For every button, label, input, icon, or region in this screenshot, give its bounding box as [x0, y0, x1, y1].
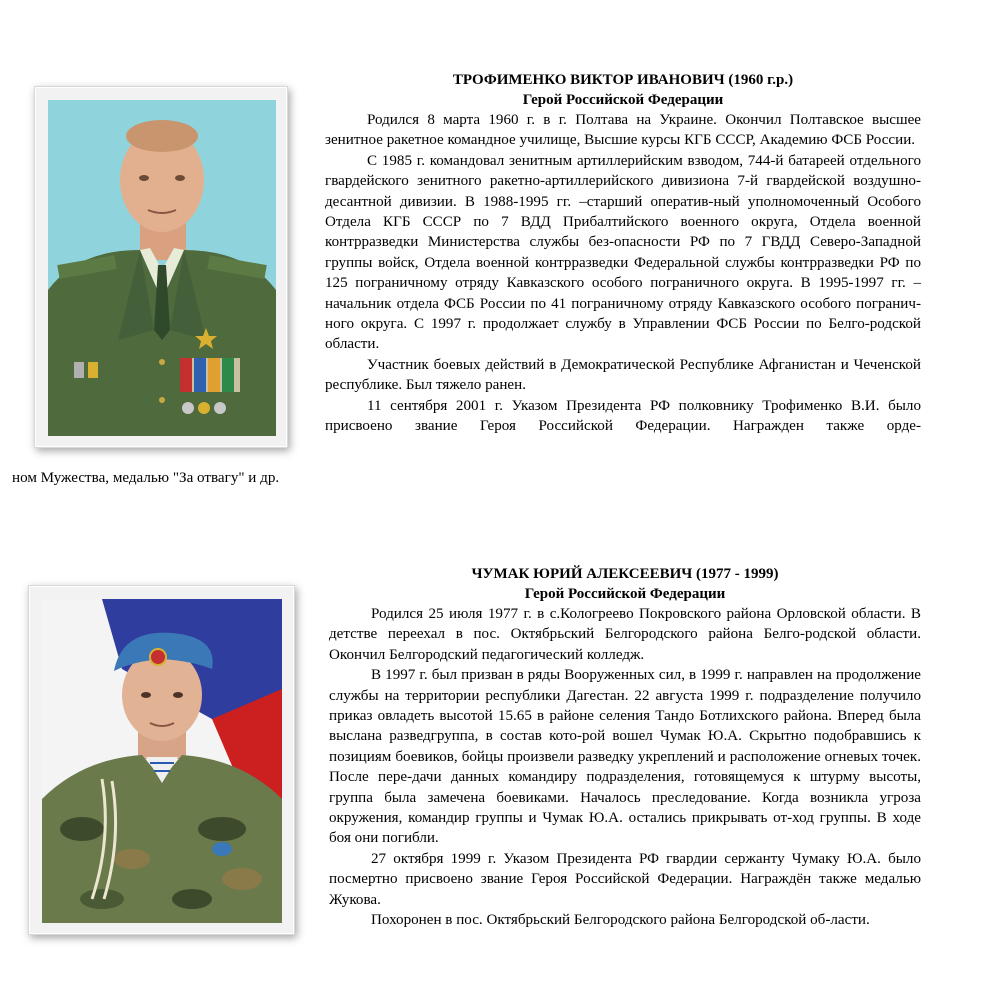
portrait-photo-chumak	[42, 599, 282, 923]
portrait-frame-chumak	[28, 585, 295, 935]
bio-trofimenko	[325, 70, 921, 437]
bio-paragraph: Похоронен в пос. Октябрьский Белгородского района Белгородской об-ласти.	[371, 912, 870, 929]
bio-paragraph-continuation: ном Мужества, медалью "За отвагу" и др.	[12, 470, 280, 486]
bio-paragraph: Родился 8 марта 1960 г. в г. Полтава на Украине. Окончил Полтавское высшее зенитное ракетное командное училище, Высшие курсы КГБ СССР, Академию ФСБ России.	[325, 112, 921, 149]
bio-name: ЧУМАК ЮРИЙ АЛЕКСЕЕВИЧ (1977 - 1999)	[471, 566, 779, 582]
bio-paragraph: 27 октября 1999 г. Указом Президента РФ гвардии сержанту Чумаку Ю.А. было посмертно присвоено звание Героя Российской Федерации. Награждён также медалью Жукова.	[329, 850, 921, 908]
bio-name: ТРОФИМЕНКО ВИКТОР ИВАНОВИЧ (1960 г.р.)	[452, 72, 794, 88]
bio-paragraph: В 1997 г. был призван в ряды Вооруженных сил, в 1999 г. направлен на продолжение службы на территории республики Дагестан. 22 августа 1999 г. подразделение получило приказ овладеть высотой 15.65 в районе селения Тандо Ботлихского района. Вперед была выслана разведгруппа, в состав кото-рой вошел Чумак Ю.А. Скрытно подобравшись к позициям боевиков, бойцы произвели разведку укреплений и расположение огневых точек. После пере-дачи данных командиру подразделения, готовящемуся к штурму высоты, группа была замечена боевиками. Началось преследование. Когда возникла угроза окружения, командир группы и Чумак Ю.А. остались прикрывать от-ход группы. В ходе боя они погибли.	[329, 667, 921, 847]
bio-paragraph: 11 сентября 2001 г. Указом Президента РФ полковнику Трофименко В.И. было присвоено звание Героя Российской Федерации. Награжден также орде-	[325, 397, 921, 435]
portrait-photo-trofimenko	[48, 100, 276, 436]
bio-title: Герой Российской Федерации	[522, 92, 724, 108]
bio-title: Герой Российской Федерации	[524, 586, 726, 602]
bio-paragraph: С 1985 г. командовал зенитным артиллерийским взводом, 744-й батареей отдельного гвардейского зенитного ракетно-артиллерийского дивизиона 7-й гвардейской воздушно-десантной дивизии. В 1988-1995 гг. –старший оператив-ный уполномоченный Особого Отдела КГБ СССР по 7 ВДД Прибалтийского военного округа, Отдела военной контрразведки Министерства службы без-опасности РФ по 7 ГВДД Северо-Западной группы войск, Отдела военной контрразведки Федеральной службы контрразведки РФ по 125 пограничному отряду Кавказского особого пограничного округа. В 1995-1997 гг. – начальник отдела ФСБ России по 41 пограничному отряду Кавказского особого погранич-ного округа. С 1997 г. продолжает службу в Управлении ФСБ России по Белго-родской области.	[325, 152, 921, 353]
bio-paragraph: Родился 25 июля 1977 г. в с.Кологреево Покровского района Орловской области. В детстве переехал в пос. Октябрьский Белгородского района Белго-родской области. Окончил Белгородский педагогический колледж.	[329, 606, 921, 663]
portrait-frame-trofimenko	[34, 86, 288, 448]
bio-chumak	[329, 564, 921, 931]
bio-paragraph: Участник боевых действий в Демократической Республике Афганистан и Чеченской республике. Был тяжело ранен.	[325, 356, 921, 394]
